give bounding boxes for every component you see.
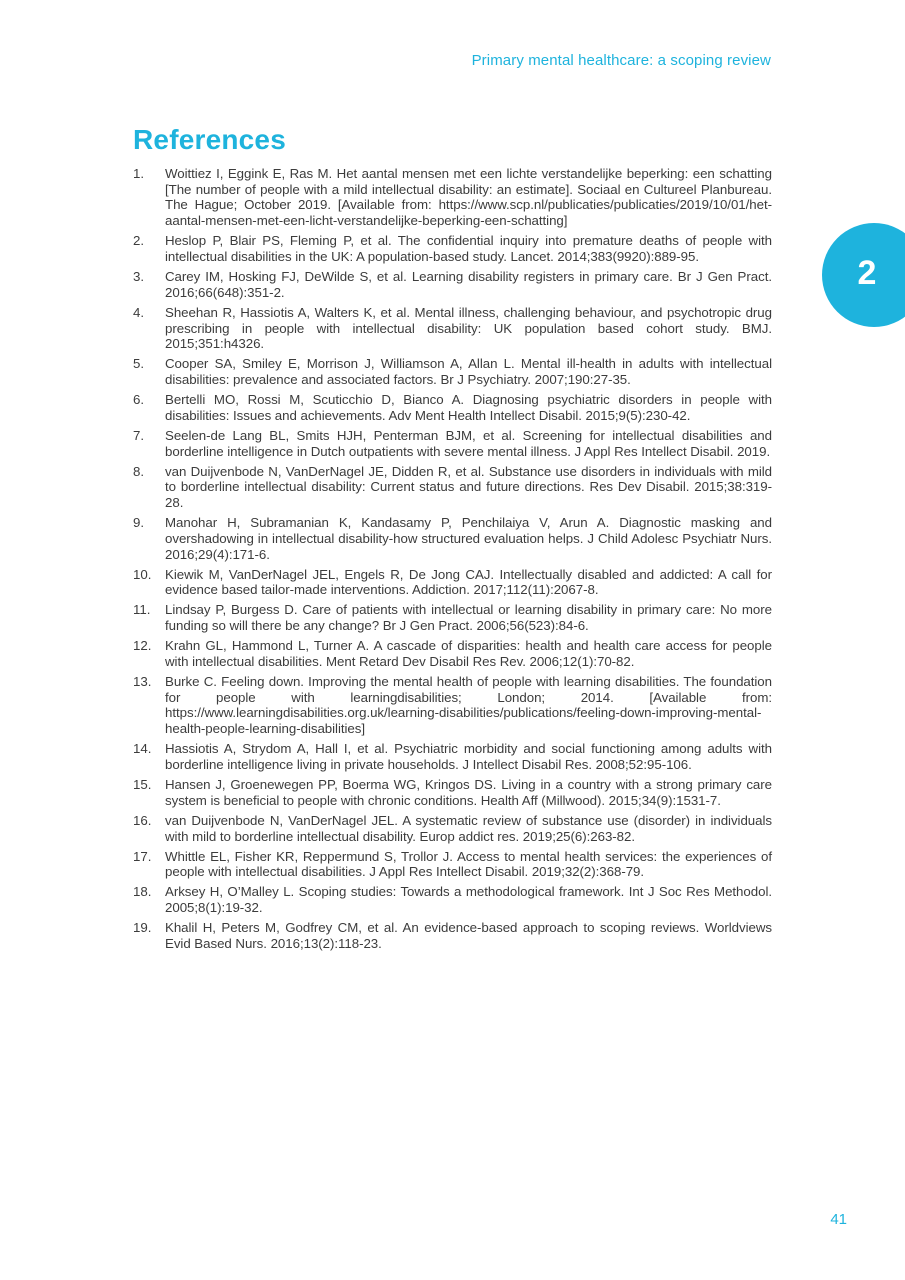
reference-item xyxy=(133,515,772,562)
running-header: Primary mental healthcare: a scoping review xyxy=(471,52,771,69)
reference-text: Seelen-de Lang BL, Smits HJH, Penterman BJM, et al. Screening for intellectual disabilities and borderline intelligence in Dutch outpatients with severe mental illness. J Appl Res Intellect Disabil. 2019. xyxy=(165,427,772,459)
reference-item xyxy=(133,392,772,423)
reference-number: 16. xyxy=(133,812,152,828)
reference-text: Bertelli MO, Rossi M, Scuticchio D, Bianco A. Diagnosing psychiatric disorders in people with disabilities: Issues and achievements. Adv Ment Health Intellect Disabil. 2015;9(5):230-42. xyxy=(165,392,772,423)
reference-item xyxy=(133,428,772,459)
reference-text: Manohar H, Subramanian K, Kandasamy P, Penchilaiya V, Arun A. Diagnostic masking and overshadowing in intellectual disability-how structured evaluation helps. J Child Adolesc Psychiatr Nurs. 2016;29(4):171-6. xyxy=(165,515,772,562)
reference-text: Whittle EL, Fisher KR, Reppermund S, Trollor J. Access to mental health services: the experiences of people with intellectual disabilities. J Appl Res Intellect Disabil. 2019;32(2):368-79. xyxy=(165,848,772,880)
reference-text: Hansen J, Groenewegen PP, Boerma WG, Kringos DS. Living in a country with a strong primary care system is beneficial to people with chronic conditions. Health Aff (Millwood). 2015;34(9):1531-7. xyxy=(165,777,772,808)
reference-item xyxy=(133,638,772,669)
reference-text: Kiewik M, VanDerNagel JEL, Engels R, De Jong CAJ. Intellectually disabled and addicted: A call for evidence based tailor-made interventions. Addiction. 2017;112(11):2067-8. xyxy=(165,566,772,598)
reference-number: 1. xyxy=(133,166,145,181)
reference-item xyxy=(133,741,772,772)
reference-list xyxy=(133,166,772,956)
section-title: References xyxy=(133,124,286,155)
reference-text: van Duijvenbode N, VanDerNagel JE, Didden R, et al. Substance use disorders in individuals with mild to borderline intellectual disability: Current status and future directions. Res Dev Disabil. 2015;38:319-28. xyxy=(165,463,772,511)
reference-number: 7. xyxy=(133,427,145,443)
chapter-tab xyxy=(822,223,905,327)
reference-item xyxy=(133,567,772,598)
reference-item xyxy=(133,166,772,229)
reference-number: 9. xyxy=(133,515,145,531)
reference-text: Khalil H, Peters M, Godfrey CM, et al. An evidence-based approach to scoping reviews. Worldviews Evid Based Nurs. 2016;13(2):118-23. xyxy=(165,920,772,951)
reference-number: 3. xyxy=(133,269,145,284)
reference-number: 12. xyxy=(133,638,152,654)
reference-item xyxy=(133,813,772,844)
reference-text: Heslop P, Blair PS, Fleming P, et al. The confidential inquiry into premature deaths of people with intellectual disabilities in the UK: A population-based study. Lancet. 2014;383(9920):889-95. xyxy=(165,233,772,264)
reference-text: van Duijvenbode N, VanDerNagel JEL. A systematic review of substance use (disorder) in individuals with mild to borderline intellectual disability. Europ addict res. 2019;25(6):263-82. xyxy=(165,812,772,844)
reference-item xyxy=(133,849,772,880)
reference-number: 18. xyxy=(133,884,152,900)
reference-text: Arksey H, O’Malley L. Scoping studies: Towards a methodological framework. Int J Soc Res Methodol. 2005;8(1):19-32. xyxy=(165,884,772,916)
reference-number: 19. xyxy=(133,920,152,936)
reference-number: 11. xyxy=(133,602,151,618)
reference-item xyxy=(133,233,772,264)
reference-text: Krahn GL, Hammond L, Turner A. A cascade of disparities: health and health care access for people with intellectual disabilities. Ment Retard Dev Disabil Res Rev. 2006;12(1):70-82. xyxy=(165,638,772,669)
chapter-number: 2 xyxy=(857,254,877,292)
reference-text: Sheehan R, Hassiotis A, Walters K, et al. Mental illness, challenging behaviour, and psychotropic drug prescribing in people with intellectual disability: UK population based cohort study. BMJ. 2015;351:h4326. xyxy=(165,304,772,352)
reference-text: Carey IM, Hosking FJ, DeWilde S, et al. Learning disability registers in primary care. Br J Gen Pract. 2016;66(648):351-2. xyxy=(165,269,772,300)
reference-text: Woittiez I, Eggink E, Ras M. Het aantal mensen met een lichte verstandelijke beperking: een schatting [The number of people with a mild intellectual disability: an estimate]. Sociaal en Cultureel Planbureau. The Hague; October 2019. [Available from: https://www.scp.nl/publicaties/publicaties/2019/10/01/het-aantal-mensen-met-een-licht-verstandelijke-beperking-een-schatting] xyxy=(165,166,772,229)
reference-item xyxy=(133,920,772,951)
page-number: 41 xyxy=(830,1211,847,1228)
reference-number: 14. xyxy=(133,741,152,757)
reference-item xyxy=(133,464,772,511)
reference-number: 4. xyxy=(133,304,145,320)
reference-item xyxy=(133,674,772,737)
reference-text: Cooper SA, Smiley E, Morrison J, Williamson A, Allan L. Mental ill-health in adults with intellectual disabilities: prevalence and associated factors. Br J Psychiatry. 2007;190:27-35. xyxy=(165,356,772,387)
reference-item xyxy=(133,356,772,387)
reference-item xyxy=(133,602,772,633)
reference-number: 8. xyxy=(133,463,145,479)
reference-text: Lindsay P, Burgess D. Care of patients with intellectual or learning disability in primary care: No more funding so will there be any change? Br J Gen Pract. 2006;56(523):84-6. xyxy=(165,602,772,634)
reference-number: 2. xyxy=(133,233,145,249)
reference-number: 10. xyxy=(133,566,152,582)
reference-number: 17. xyxy=(133,848,152,864)
reference-item xyxy=(133,884,772,915)
reference-item xyxy=(133,269,772,300)
reference-number: 5. xyxy=(133,356,145,372)
reference-item xyxy=(133,777,772,808)
reference-number: 6. xyxy=(133,392,145,408)
reference-number: 15. xyxy=(133,777,152,793)
reference-number: 13. xyxy=(133,674,152,690)
reference-item xyxy=(133,305,772,352)
reference-text: Hassiotis A, Strydom A, Hall I, et al. Psychiatric morbidity and social functioning among adults with borderline intelligence living in private households. J Intellect Disabil Res. 2008;52:95-106. xyxy=(165,741,772,772)
reference-text: Burke C. Feeling down. Improving the mental health of people with learning disabilities. The foundation for people with learningdisabilities; London; 2014. [Available from: https://www.learningdisabilities.org.uk/learning-disabilities/publications/feeling-down-improving-mental-health-people-learning-disabilities] xyxy=(165,674,772,737)
